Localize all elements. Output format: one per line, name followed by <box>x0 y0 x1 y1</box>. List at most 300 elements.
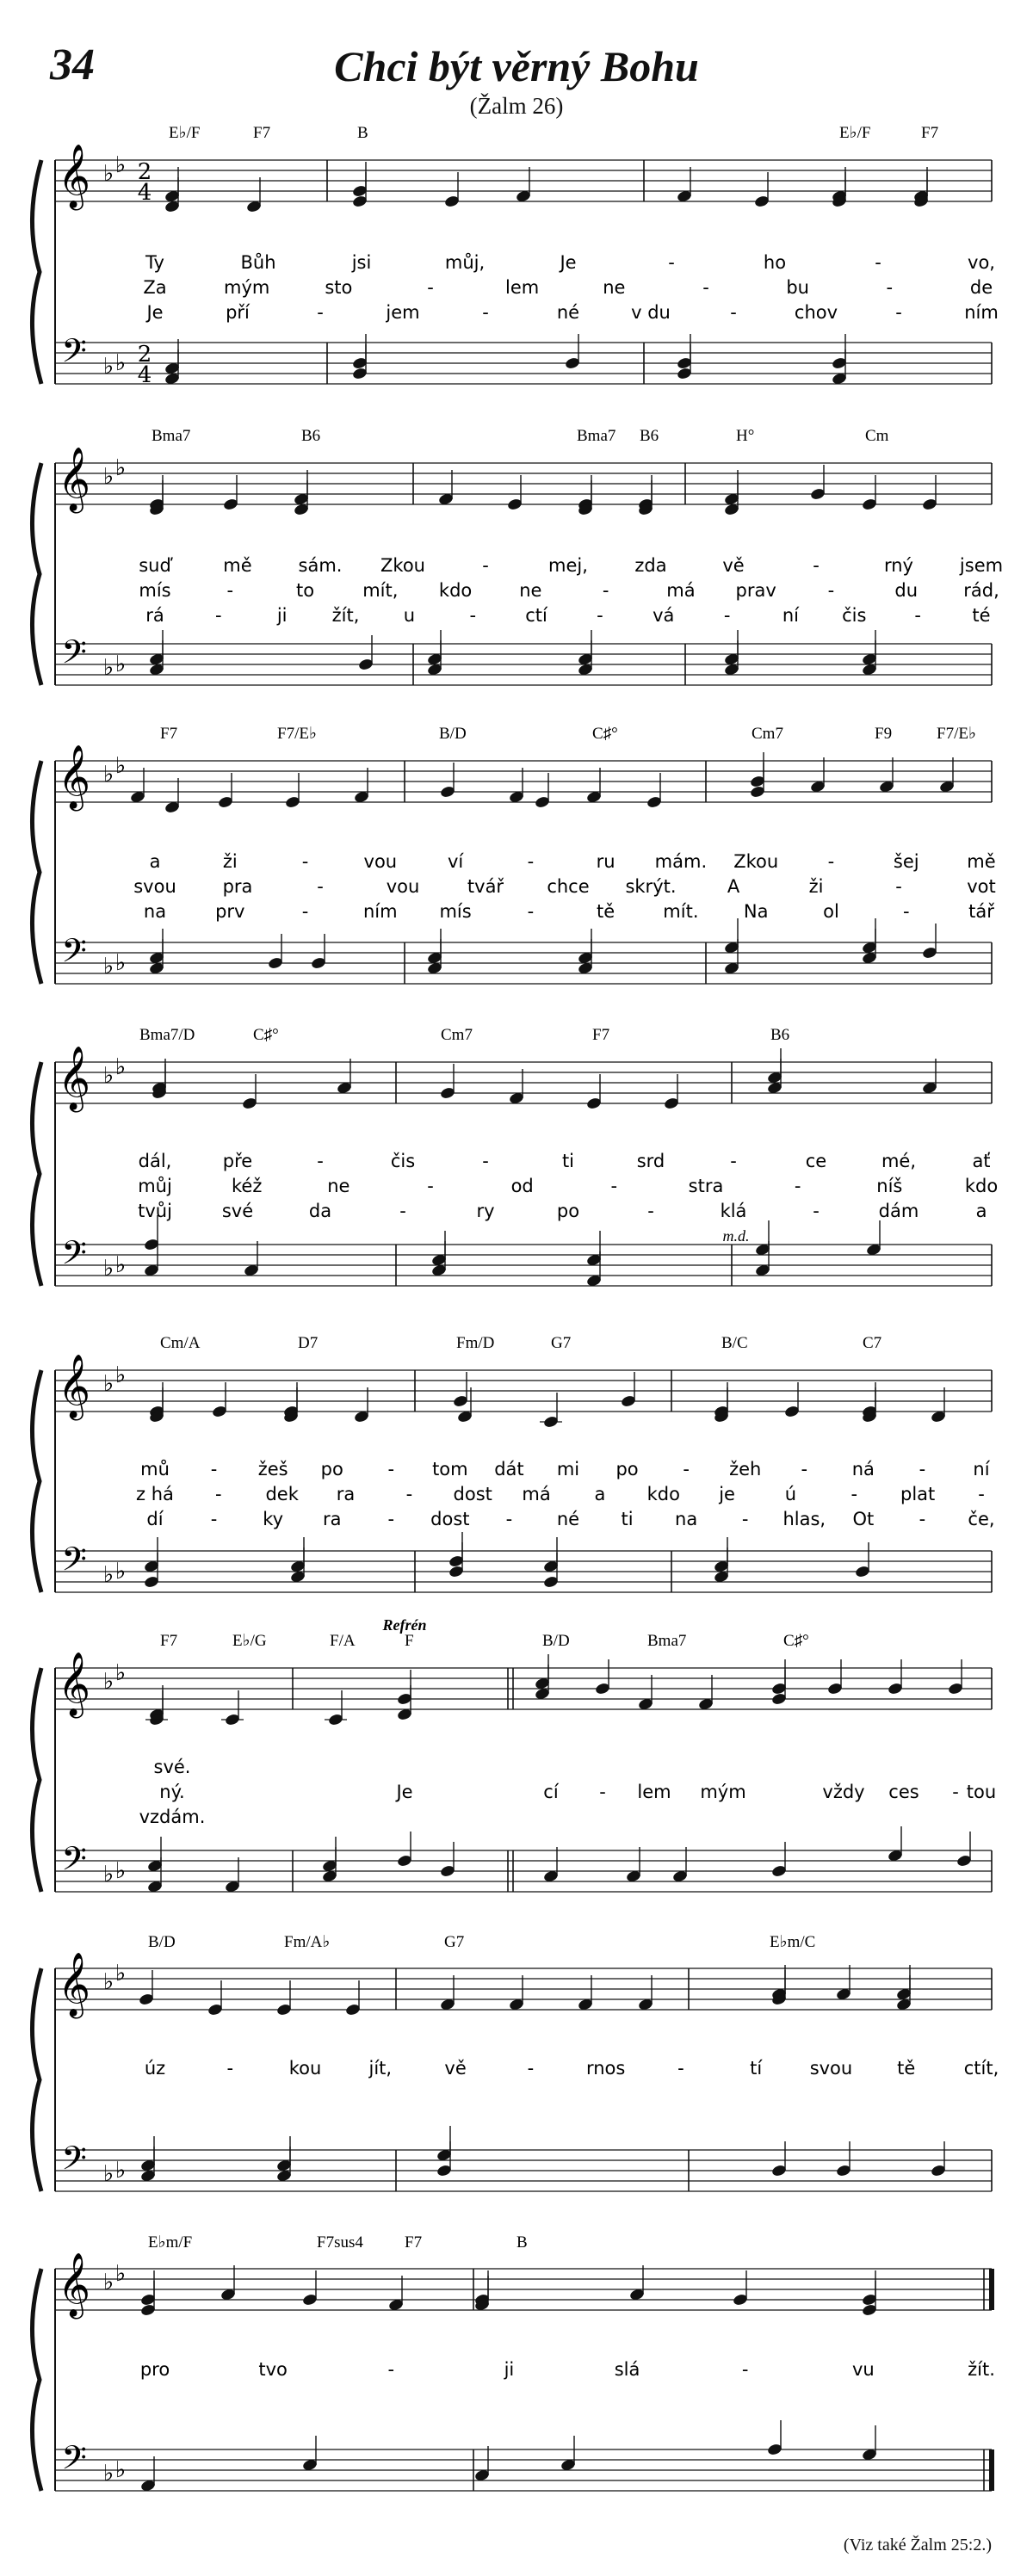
staff-system <box>32 1334 994 1592</box>
lyric-syllable: ne <box>519 580 542 601</box>
lyric-syllable: - <box>827 580 835 601</box>
lyric-syllable: ví <box>447 851 464 872</box>
chord-symbol: F7/E♭ <box>277 725 317 743</box>
lyric-syllable: - <box>801 1459 808 1480</box>
chord-symbol: F7 <box>921 124 939 142</box>
lyric-syllable: - <box>741 2359 749 2380</box>
lyric-syllable: tou <box>966 1782 997 1802</box>
flat-sign: ♭ <box>114 1362 127 1388</box>
lyric-syllable: - <box>647 1201 654 1221</box>
lyric-syllable: - <box>387 1509 395 1529</box>
flat-sign: ♭ <box>102 464 114 490</box>
chord-symbol: Cm7 <box>752 725 783 743</box>
lyric-syllable: chov <box>794 302 838 323</box>
lyric-syllable: pro <box>139 2359 170 2380</box>
treble-staff <box>55 1953 992 2019</box>
lyric-syllable: - <box>482 302 489 323</box>
staff-brace <box>32 1062 41 1286</box>
bass-clef: 𝄢 <box>61 633 87 679</box>
lyric-syllable: - <box>527 2058 535 2079</box>
treble-clef: 𝄞 <box>58 2253 90 2317</box>
lyric-syllable: - <box>527 851 535 872</box>
lyric-syllable: - <box>317 302 324 323</box>
lyric-syllable: - <box>215 605 222 626</box>
lyric-syllable: ním <box>363 901 398 922</box>
chord-symbol: F7 <box>405 2233 423 2252</box>
flat-sign: ♭ <box>114 1559 127 1585</box>
lyric-syllable: - <box>210 1459 218 1480</box>
lyric-syllable: - <box>851 1484 858 1504</box>
lyric-syllable: - <box>210 1509 218 1529</box>
flat-sign: ♭ <box>114 2158 127 2184</box>
dynamic-marking: m.d. <box>722 1227 750 1245</box>
flat-sign: ♭ <box>114 753 127 779</box>
treble-staff <box>55 145 992 213</box>
lyric-syllable: Ty <box>145 252 164 273</box>
flat-sign: ♭ <box>102 954 114 979</box>
lyric-syllable: dát <box>494 1459 524 1480</box>
lyric-syllable: vou <box>363 851 398 872</box>
lyric-syllable: dí <box>146 1509 164 1529</box>
lyric-syllable: tě <box>897 2058 916 2079</box>
bass-clef: 𝄢 <box>61 931 87 978</box>
chord-symbol: F7 <box>160 1632 178 1650</box>
bass-staff <box>55 1215 992 1288</box>
lyric-syllable: z há <box>136 1484 174 1504</box>
staff-system <box>32 427 1003 685</box>
time-signature-top: 2 <box>137 159 152 185</box>
treble-staff <box>55 745 992 814</box>
flat-sign: ♭ <box>102 1969 114 1995</box>
treble-clef: 𝄞 <box>58 1652 90 1716</box>
lyric-syllable: na <box>675 1509 698 1529</box>
lyric-syllable: ním <box>964 302 999 323</box>
lyric-syllable: ne <box>603 277 626 298</box>
treble-clef: 𝄞 <box>58 745 90 809</box>
flat-sign: ♭ <box>102 655 114 681</box>
lyric-syllable: jsem <box>959 555 1004 576</box>
lyric-syllable: ce <box>805 1151 827 1171</box>
chord-symbol: E♭/F <box>169 124 201 142</box>
lyric-syllable: Zkou <box>380 555 425 576</box>
flat-sign: ♭ <box>102 161 114 187</box>
chord-symbol: B <box>516 2233 528 2252</box>
lyric-syllable: zda <box>634 555 667 576</box>
flat-sign: ♭ <box>102 762 114 788</box>
lyric-syllable: své <box>221 1201 254 1221</box>
lyric-syllable: a <box>975 1201 987 1221</box>
lyric-syllable: žít. <box>968 2359 995 2380</box>
chord-symbol: Bmа7 <box>577 427 616 445</box>
lyric-syllable: ať <box>972 1151 991 1171</box>
lyric-syllable: - <box>886 277 894 298</box>
lyric-syllable: ti <box>621 1509 634 1529</box>
lyric-syllable: - <box>895 302 902 323</box>
staff-brace <box>32 1668 41 1892</box>
lyric-syllable: čis <box>390 1151 416 1171</box>
lyric-syllable: - <box>702 277 709 298</box>
lyric-syllable: - <box>602 580 609 601</box>
bass-staff <box>55 2126 992 2191</box>
bass-clef: 𝄢 <box>61 1839 87 1886</box>
lyric-syllable: - <box>730 1151 737 1171</box>
lyric-syllable: tář <box>968 901 994 922</box>
lyric-syllable: klá <box>720 1201 747 1221</box>
lyric-syllable: ní <box>782 605 800 626</box>
flat-sign: ♭ <box>114 950 127 976</box>
lyric-syllable: rný <box>883 555 914 576</box>
bass-clef: 𝄢 <box>61 2438 87 2485</box>
chord-symbol: D7 <box>298 1334 319 1352</box>
lyric-syllable: té <box>972 605 991 626</box>
lyric-syllable: kou <box>288 2058 322 2079</box>
lyric-syllable: sám. <box>298 555 343 576</box>
refrain-label: Refrén <box>382 1616 427 1634</box>
lyric-syllable: - <box>482 555 489 576</box>
lyric-syllable: - <box>405 1484 413 1504</box>
lyric-syllable: bu <box>786 277 809 298</box>
lyric-syllable: od <box>510 1176 534 1196</box>
lyric-syllable: rád, <box>963 580 999 601</box>
treble-staff <box>55 2253 992 2320</box>
lyric-syllable: - <box>813 1201 820 1221</box>
chord-symbol: Bmа7 <box>152 427 191 445</box>
bass-clef: 𝄢 <box>61 331 87 378</box>
treble-clef: 𝄞 <box>58 1047 90 1110</box>
lyric-syllable: Bůh <box>240 252 276 273</box>
chord-symbol: F7 <box>253 124 271 142</box>
lyric-syllable: - <box>399 1201 406 1221</box>
lyric-syllable: žeš <box>257 1459 288 1480</box>
flat-sign: ♭ <box>114 1961 127 1986</box>
lyric-syllable: - <box>895 876 902 897</box>
lyric-syllable: - <box>317 876 324 897</box>
lyric-syllable: kéž <box>231 1176 263 1196</box>
lyric-syllable: - <box>677 2058 684 2079</box>
lyric-syllable: vou <box>386 876 420 897</box>
lyric-syllable: mé, <box>881 1151 917 1171</box>
flat-sign: ♭ <box>102 2270 114 2295</box>
chord-symbol: B6 <box>301 427 321 445</box>
flat-sign: ♭ <box>114 152 127 178</box>
flat-sign: ♭ <box>102 1862 114 1887</box>
lyric-syllable: mým <box>223 277 270 298</box>
chord-symbol: B/D <box>542 1632 570 1650</box>
lyric-syllable: ho <box>763 252 787 273</box>
lyric-syllable: můj <box>138 1176 172 1196</box>
flat-sign: ♭ <box>102 2161 114 2187</box>
lyric-syllable: - <box>527 901 535 922</box>
lyric-syllable: čis <box>842 605 867 626</box>
flat-sign: ♭ <box>114 2261 127 2287</box>
flat-sign: ♭ <box>114 1054 127 1080</box>
bass-staff <box>55 1826 992 1893</box>
lyric-syllable: ži <box>222 851 238 872</box>
lyric-syllable: ný. <box>159 1782 185 1802</box>
lyric-syllable: - <box>387 2359 395 2380</box>
lyric-syllable: úz <box>144 2058 166 2079</box>
chord-symbol: Fm/D <box>456 1334 495 1352</box>
lyric-syllable: vždy <box>822 1782 865 1802</box>
lyric-syllable: kdo <box>438 580 473 601</box>
staff-systems <box>32 124 1003 2493</box>
lyric-syllable: mít. <box>663 901 699 922</box>
lyric-syllable: vě <box>722 555 745 576</box>
chord-symbol: F <box>405 1632 414 1650</box>
chord-symbol: B/C <box>721 1334 748 1352</box>
lyric-syllable: - <box>317 1151 324 1171</box>
lyric-syllable: rá <box>145 605 164 626</box>
lyric-syllable: - <box>875 252 881 273</box>
lyric-syllable: kdo <box>646 1484 680 1504</box>
staff-brace <box>32 1370 41 1592</box>
lyric-syllable: ky <box>263 1509 284 1529</box>
lyric-syllable: tvůj <box>138 1201 172 1221</box>
staff-brace <box>32 160 41 384</box>
treble-clef: 𝄞 <box>58 448 90 511</box>
lyric-syllable: du <box>894 580 919 601</box>
lyric-syllable: Je <box>146 302 164 323</box>
lyric-syllable: - <box>794 1176 801 1196</box>
staff-system <box>32 725 995 984</box>
bass-clef: 𝄢 <box>61 1233 87 1280</box>
flat-sign: ♭ <box>102 354 114 380</box>
song-title: Chci být věrný Bohu <box>334 42 699 90</box>
time-signature-bottom: 4 <box>137 180 152 206</box>
lyric-syllable: vzdám. <box>139 1807 206 1827</box>
lyric-syllable: mej, <box>548 555 588 576</box>
chord-symbol: C♯° <box>592 725 618 743</box>
chord-symbol: B/D <box>148 1933 176 1951</box>
lyric-syllable: níš <box>876 1176 903 1196</box>
flat-sign: ♭ <box>102 1063 114 1089</box>
lyric-syllable: ná <box>851 1459 875 1480</box>
lyric-syllable: mít, <box>362 580 399 601</box>
lyric-syllable: a <box>594 1484 606 1504</box>
song-number: 34 <box>50 40 95 90</box>
lyric-syllable: po <box>615 1459 639 1480</box>
lyric-syllable: vě <box>444 2058 467 2079</box>
lyric-syllable: cí <box>543 1782 559 1802</box>
staff-system <box>32 124 998 388</box>
lyric-syllable: mě <box>967 851 996 872</box>
chord-symbol: G7 <box>444 1933 465 1951</box>
lyric-syllable: lem <box>505 277 540 298</box>
lyric-syllable: ú <box>784 1484 797 1504</box>
chord-symbol: E♭/F <box>839 124 871 142</box>
lyric-syllable: tvo <box>258 2359 288 2380</box>
lyric-syllable: - <box>813 555 820 576</box>
lyric-syllable: vu <box>851 2359 875 2380</box>
chord-symbol: B <box>357 124 368 142</box>
lyric-syllable: Za <box>143 277 167 298</box>
lyric-syllable: plat <box>900 1484 936 1504</box>
lyric-syllable: - <box>919 1509 926 1529</box>
lyric-syllable: - <box>952 1782 959 1802</box>
staff-brace <box>32 2269 41 2491</box>
lyric-syllable: po <box>556 1201 580 1221</box>
lyric-syllable: ry <box>476 1201 495 1221</box>
lyric-syllable: - <box>215 1484 222 1504</box>
lyric-syllable: A <box>727 876 740 897</box>
lyric-syllable: Ot <box>852 1509 875 1529</box>
lyric-syllable: svou <box>809 2058 853 2079</box>
lyric-syllable: má <box>522 1484 551 1504</box>
lyric-syllable: prv <box>215 901 245 922</box>
lyric-syllable: Na <box>743 901 769 922</box>
lyric-syllable: - <box>301 851 309 872</box>
lyric-syllable: na <box>143 901 167 922</box>
lyric-syllable: prav <box>735 580 776 601</box>
bass-staff <box>55 1532 992 1592</box>
staff-system <box>32 1933 999 2191</box>
bass-staff <box>55 2420 992 2493</box>
lyric-syllable: - <box>226 580 234 601</box>
lyric-syllable: ne <box>327 1176 350 1196</box>
lyric-syllable: srd <box>636 1151 665 1171</box>
flat-sign: ♭ <box>114 652 127 677</box>
chord-symbol: Cm7 <box>441 1026 473 1044</box>
lyric-syllable: ctí <box>525 605 547 626</box>
lyric-syllable: ces <box>888 1782 919 1802</box>
staff-system <box>32 1026 998 1288</box>
lyric-syllable: slá <box>614 2359 640 2380</box>
chord-symbol: Bmа7 <box>647 1632 687 1650</box>
time-signature-top: 2 <box>137 342 152 368</box>
lyric-syllable: ji <box>504 2359 515 2380</box>
lyric-syllable: ctít, <box>963 2058 999 2079</box>
lyric-syllable: ra <box>322 1509 342 1529</box>
lyric-syllable: je <box>719 1484 735 1504</box>
lyric-syllable: jem <box>386 302 420 323</box>
lyric-syllable: dost <box>453 1484 492 1504</box>
lyric-syllable: vo, <box>968 252 995 273</box>
chord-symbol: F7sus4 <box>317 2233 363 2252</box>
lyric-syllable: da <box>308 1201 332 1221</box>
lyric-syllable: ol <box>823 901 839 922</box>
chord-symbol: C7 <box>863 1334 882 1352</box>
lyric-syllable: žít, <box>331 605 360 626</box>
lyric-syllable: pře <box>222 1151 253 1171</box>
lyric-syllable: mým <box>700 1782 746 1802</box>
lyric-syllable: tí <box>750 2058 763 2079</box>
lyric-syllable: chce <box>547 876 590 897</box>
lyric-syllable: stra <box>688 1176 724 1196</box>
lyric-syllable: - <box>610 1176 618 1196</box>
lyric-syllable: dek <box>265 1484 299 1504</box>
lyric-syllable: - <box>919 1459 926 1480</box>
lyric-syllable: - <box>427 1176 434 1196</box>
chord-symbol: C♯° <box>783 1632 809 1650</box>
chord-symbol: Cm/A <box>160 1334 201 1352</box>
flat-sign: ♭ <box>114 350 127 376</box>
flat-sign: ♭ <box>102 1256 114 1282</box>
chord-symbol: H° <box>736 427 755 445</box>
flat-sign: ♭ <box>114 1252 127 1278</box>
lyric-syllable: - <box>482 1151 489 1171</box>
lyric-syllable: hlas, <box>782 1509 826 1529</box>
lyric-syllable: - <box>427 277 434 298</box>
staff-brace <box>32 463 41 685</box>
staff-brace <box>32 1968 41 2191</box>
staff-system <box>32 2233 994 2493</box>
lyric-syllable: pří <box>226 302 250 323</box>
lyric-syllable: ji <box>276 605 288 626</box>
lyric-syllable: - <box>668 252 675 273</box>
treble-staff <box>55 1355 992 1429</box>
bass-clef: 𝄢 <box>61 1540 87 1586</box>
chord-symbol: G7 <box>551 1334 572 1352</box>
chord-symbol: Fm/A♭ <box>284 1933 331 1951</box>
treble-staff <box>55 448 992 516</box>
chord-symbol: B6 <box>640 427 659 445</box>
chord-symbol: F7/E♭ <box>937 725 976 743</box>
lyric-syllable: má <box>666 580 696 601</box>
bass-staff <box>55 918 992 984</box>
treble-clef: 𝄞 <box>58 145 90 208</box>
chord-symbol: B6 <box>770 1026 790 1044</box>
treble-staff <box>55 1652 992 1727</box>
lyric-syllable: po <box>320 1459 343 1480</box>
chord-symbol: Cm <box>865 427 889 445</box>
chord-symbol: C♯° <box>253 1026 279 1044</box>
lyric-syllable: Je <box>396 1782 413 1802</box>
song-subtitle: (Žalm 26) <box>469 93 564 119</box>
lyric-syllable: - <box>730 302 737 323</box>
lyric-syllable: rnos <box>585 2058 626 2079</box>
chord-symbol: F9 <box>875 725 893 743</box>
lyric-syllable: mů <box>140 1459 170 1480</box>
lyric-syllable: sto <box>325 277 353 298</box>
lyric-syllable: - <box>469 605 477 626</box>
treble-clef: 𝄞 <box>58 1355 90 1418</box>
treble-staff <box>55 1047 992 1113</box>
lyric-syllable: - <box>914 605 921 626</box>
lyric-syllable: de <box>969 277 993 298</box>
bass-staff <box>55 331 992 388</box>
lyric-syllable: - <box>902 901 910 922</box>
staff-brace <box>32 761 41 984</box>
lyric-syllable: ru <box>596 851 615 872</box>
lyric-syllable: mám. <box>654 851 708 872</box>
chord-symbol: F7 <box>592 1026 610 1044</box>
flat-sign: ♭ <box>102 1669 114 1695</box>
flat-sign: ♭ <box>114 2457 127 2483</box>
treble-clef: 𝄞 <box>58 1953 90 2017</box>
lyric-syllable: - <box>741 1509 749 1529</box>
bass-clef: 𝄢 <box>61 2139 87 2185</box>
lyric-syllable: dám <box>878 1201 919 1221</box>
lyric-syllable: ra <box>336 1484 356 1504</box>
chord-symbol: F/A <box>330 1632 356 1650</box>
lyric-syllable: jít, <box>368 2058 393 2079</box>
lyric-syllable: tom <box>432 1459 468 1480</box>
chord-symbol: Bmа7/D <box>139 1026 195 1044</box>
lyric-syllable: - <box>599 1782 606 1802</box>
lyric-syllable: vá <box>653 605 675 626</box>
lyric-syllable: mě <box>223 555 252 576</box>
lyric-syllable: - <box>827 851 835 872</box>
flat-sign: ♭ <box>102 1562 114 1588</box>
lyric-syllable: če, <box>968 1509 995 1529</box>
lyric-syllable: - <box>683 1459 690 1480</box>
lyric-syllable: dál, <box>138 1151 172 1171</box>
lyric-syllable: mi <box>556 1459 580 1480</box>
lyric-syllable: u <box>403 605 416 626</box>
lyric-syllable: tvář <box>467 876 504 897</box>
lyric-syllable: lem <box>637 1782 671 1802</box>
lyric-syllable: vot <box>967 876 996 897</box>
